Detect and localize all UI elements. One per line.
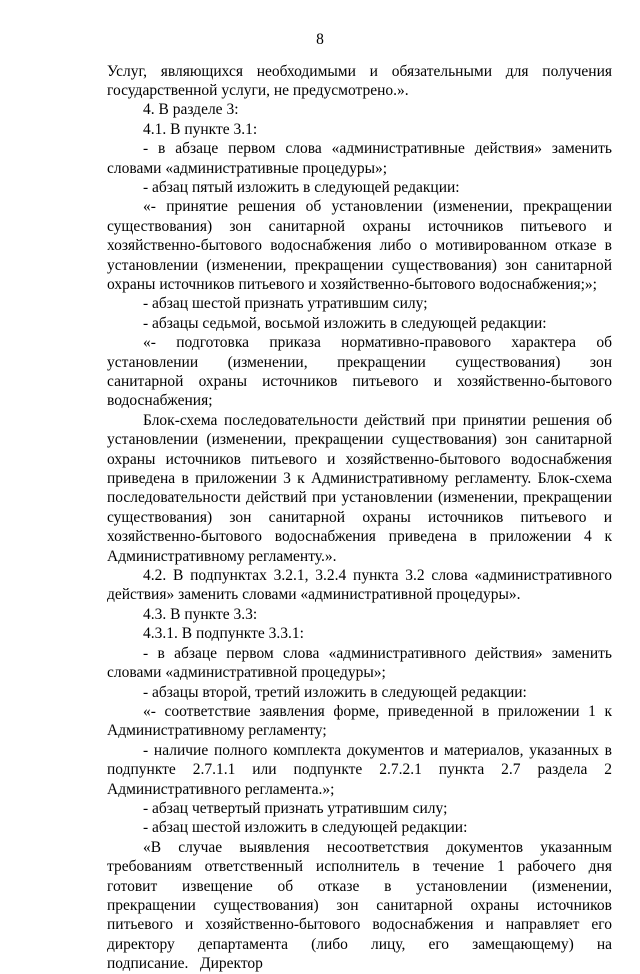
- paragraph-order-preparation: «- подготовка приказа нормативно-правового характера об установлении (изменении, прекращении существования) зон санитарной охраны источников питьевого и хозяйственно-бытового водоснабжения;: [107, 334, 612, 410]
- paragraph-document-completeness: - наличие полного комплекта документов и материалов, указанных в подпункте 2.7.1.1 или подпункте 2.7.2.1 пункта 2.7 раздела 2 Административного регламента.»;: [107, 741, 612, 798]
- paragraph-fifth-abzac-new-wording: - абзац пятый изложить в следующей редакции:: [143, 178, 460, 196]
- paragraph-item-4-2: 4.2. В подпунктах 3.2.1, 3.2.4 пункта 3.2 слова «административного действия» заменить словами «административной процедуры».: [107, 567, 612, 604]
- paragraph-second-third-new-wording: - абзацы второй, третий изложить в следующей редакции:: [143, 683, 527, 701]
- paragraph-sixth-abzac-new-wording: - абзац шестой изложить в следующей редакции:: [143, 819, 468, 837]
- paragraph-services-not-provided: Услуг, являющихся необходимыми и обязательными для получения государственной услуги, не предусмотрено.».: [107, 62, 612, 99]
- paragraph-fourth-abzac-void: - абзац четвертый признать утратившим силу;: [143, 799, 448, 817]
- paragraph-decision-adoption: «- принятие решения об установлении (изменении, прекращении существования) зон санитарной охраны источников питьевого и хозяйственно-бытового водоснабжения либо о мотивированном отказе в установлении (изменении, прекращении существования) зон санитарной охраны источников питьевого и хозяйственно-бытового водоснабжения;»;: [107, 198, 612, 293]
- document-body: [107, 62, 612, 974]
- paragraph-item-4-3-1: 4.3.1. В подпункте 3.3.1:: [143, 625, 304, 643]
- paragraph-form-compliance: «- соответствие заявления форме, приведенной в приложении 1 к Административному регламенту;: [107, 702, 612, 740]
- paragraph-section-3-heading: 4. В разделе 3:: [143, 101, 239, 119]
- paragraph-sixth-abzac-void: - абзац шестой признать утратившим силу;: [143, 295, 428, 313]
- paragraph-item-4-3: 4.3. В пункте 3.3:: [143, 605, 258, 623]
- page-number: 8: [316, 31, 324, 48]
- paragraph-first-abzac-replace-2: - в абзаце первом слова «административного действия» заменить словами «административной процедуры»;: [107, 644, 612, 682]
- paragraph-item-4-1: 4.1. В пункте 3.1:: [143, 120, 258, 138]
- paragraph-refusal-case: «В случае выявления несоответствия документов указанным требованиям ответственный исполнитель в течение 1 рабочего дня готовит извещение об отказе в установлении (изменении, прекращении существования) зон санитарной охраны источников питьевого и хозяйственно-бытового водоснабжения и направляет его директору департамента (либо лицу, его замещающему) на подписание. Директор: [107, 838, 612, 973]
- paragraph-flowchart: Блок-схема последовательности действий при принятии решения об установлении (изменении, прекращении существования) зон санитарной охраны источников питьевого и хозяйственно-бытового водоснабжения приведена в приложении 3 к Административному регламенту. Блок-схема последовательности действий при установлении (изменении, прекращении существования) зон санитарной охраны источников питьевого и хозяйственно-бытового водоснабжения приведена в приложении 4 к Административному регламенту.».: [107, 411, 612, 565]
- paragraph-seventh-eighth-new-wording: - абзацы седьмой, восьмой изложить в следующей редакции:: [143, 314, 547, 332]
- paragraph-first-abzac-replace: - в абзаце первом слова «административные действия» заменить словами «административные процедуры»;: [107, 140, 612, 177]
